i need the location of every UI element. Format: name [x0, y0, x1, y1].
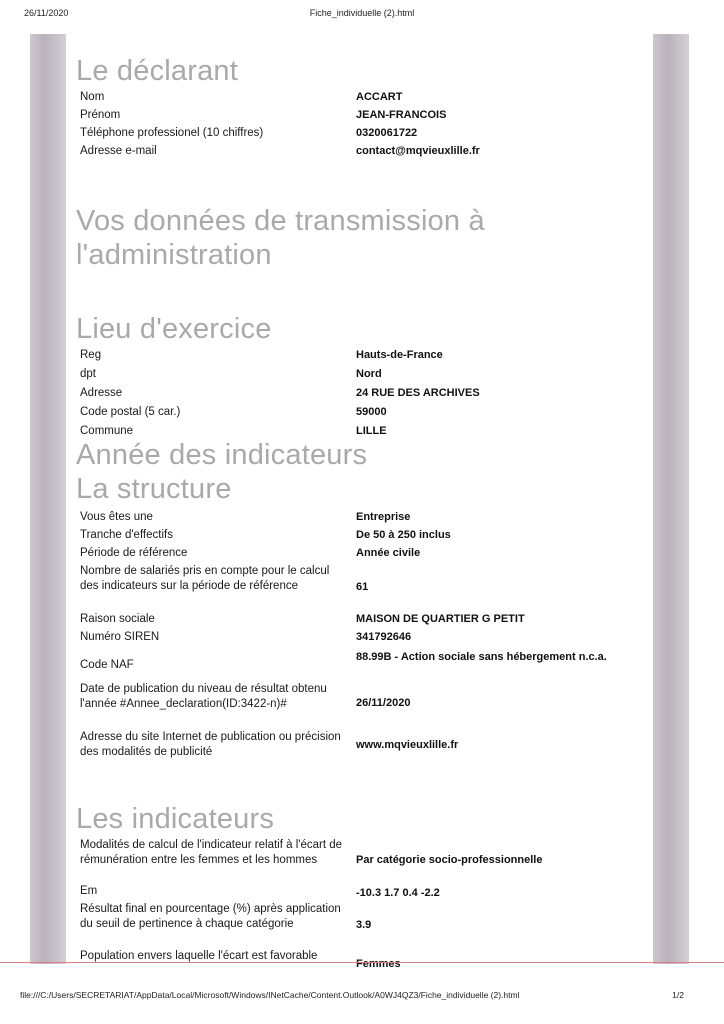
row-label: Période de référence: [80, 547, 188, 559]
row-value: Année civile: [356, 547, 421, 559]
row-label: Code NAF: [80, 659, 134, 671]
row-value: 3.9: [356, 919, 372, 931]
row-label: Em: [80, 885, 98, 897]
print-url: file:///C:/Users/SECRETARIAT/AppData/Local/Microsoft/Windows/INetCache/Content.Outlook/A0WJ4QZ3/Fiche_individuelle (2).html: [20, 990, 520, 1000]
row-value: LILLE: [356, 425, 387, 437]
row-value: 0320061722: [356, 127, 418, 139]
row-label: Date de publication du niveau de résultat obtenu l'année #Annee_declaration(ID:3422-n)#: [80, 683, 327, 710]
row-label: dpt: [80, 368, 96, 380]
heading-transmission-line1: Vos données de transmission à: [76, 205, 485, 237]
right-side-bar: [653, 34, 689, 964]
heading-structure: La structure: [76, 473, 232, 505]
row-value: 59000: [356, 406, 387, 418]
row-value: Par catégorie socio-professionnelle: [356, 854, 543, 866]
row-value: ACCART: [356, 91, 403, 103]
document-content: [66, 34, 653, 970]
heading-transmission-line2: l'administration: [76, 239, 272, 271]
row-value: Femmes: [356, 958, 401, 970]
page-number: 1/2: [672, 990, 684, 1000]
row-label: Adresse du site Internet de publication ou précision des modalités de publicité: [80, 731, 341, 758]
row-value: JEAN-FRANCOIS: [356, 109, 447, 121]
row-label: Adresse e-mail: [80, 145, 157, 157]
row-value: De 50 à 250 inclus: [356, 529, 451, 541]
row-label: Téléphone professionel (10 chiffres): [80, 127, 264, 139]
row-label: Nom: [80, 91, 105, 103]
row-label: Code postal (5 car.): [80, 406, 181, 418]
print-date: 26/11/2020: [24, 8, 69, 18]
row-value: Hauts-de-France: [356, 349, 443, 361]
row-value: 61: [356, 581, 369, 593]
row-label: Reg: [80, 349, 102, 361]
row-label: Prénom: [80, 109, 121, 121]
row-value: 341792646: [356, 631, 412, 643]
row-label: Numéro SIREN: [80, 631, 160, 643]
page-break-line: [0, 962, 724, 963]
row-label: Commune: [80, 425, 134, 437]
row-value: www.mqvieuxlille.fr: [356, 739, 459, 751]
row-label: Raison sociale: [80, 613, 155, 625]
row-label: Population envers laquelle l'écart est favorable: [80, 950, 318, 962]
row-value: MAISON DE QUARTIER G PETIT: [356, 613, 525, 625]
row-label: Résultat final en pourcentage (%) après application du seuil de pertinence à chaque catégorie: [80, 903, 341, 930]
row-value: 24 RUE DES ARCHIVES: [356, 387, 480, 399]
row-value: 26/11/2020: [356, 697, 411, 709]
heading-declarant: Le déclarant: [76, 55, 239, 87]
heading-annee: Année des indicateurs: [76, 439, 368, 471]
row-label: Modalités de calcul de l'indicateur relatif à l'écart de rémunération entre les femmes et les hommes: [80, 839, 343, 866]
left-side-bar: [30, 34, 66, 964]
row-label: Vous êtes une: [80, 511, 153, 523]
print-title: Fiche_individuelle (2).html: [309, 8, 415, 18]
heading-lieu: Lieu d'exercice: [76, 313, 272, 345]
row-label: Tranche d'effectifs: [80, 529, 173, 541]
row-label: Nombre de salariés pris en compte pour le calcul des indicateurs sur la période de référence: [80, 565, 330, 592]
row-value: contact@mqvieuxlille.fr: [356, 145, 480, 157]
heading-indicateurs: Les indicateurs: [76, 803, 275, 835]
row-value: Nord: [356, 368, 382, 380]
row-label: Adresse: [80, 387, 123, 399]
print-header: [24, 8, 700, 22]
row-value: 88.99B - Action sociale sans hébergement n.c.a.: [356, 651, 607, 663]
row-value: Entreprise: [356, 511, 411, 523]
row-value: -10.3 1.7 0.4 -2.2: [356, 887, 440, 899]
